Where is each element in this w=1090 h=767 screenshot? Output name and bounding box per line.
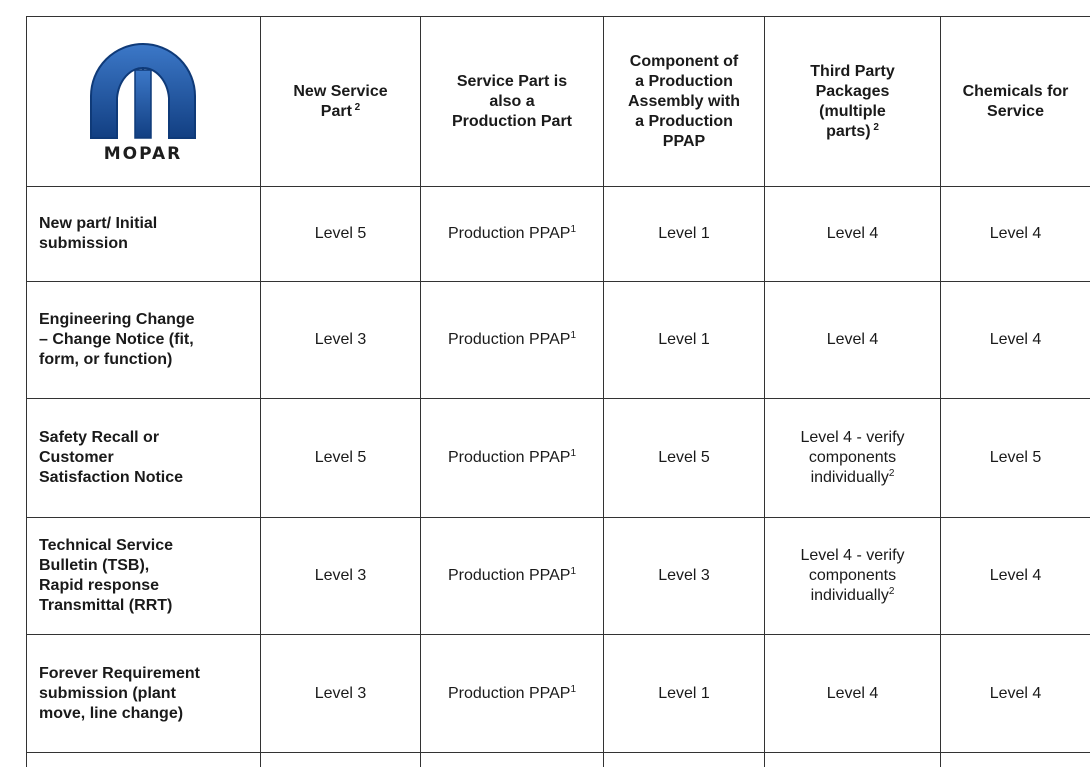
cell-text (990, 224, 1042, 244)
mopar-m-logo-icon (83, 38, 203, 140)
footnote-marker: 2 (888, 586, 895, 597)
cell-text-line: Level 3 (658, 567, 710, 584)
table-cell (261, 282, 420, 398)
table-cell (421, 399, 603, 517)
cell-text-line: Level 5 (314, 225, 367, 242)
cell-text (448, 566, 576, 586)
cell-text-line: Safety Recall or (39, 429, 160, 446)
table-cell (765, 399, 940, 517)
cell-text-line: Level 3 (314, 684, 367, 702)
footnote-marker: 1 (570, 224, 576, 235)
cell-text-line: Level 4 (989, 225, 1042, 242)
cell-text-line: move, line change) (39, 704, 184, 722)
cell-text (452, 72, 572, 132)
cell-text-line: individually (810, 469, 889, 486)
cell-text (990, 684, 1042, 704)
cell-text-line: Level 1 (658, 684, 710, 702)
cell-text-line: submission (39, 235, 128, 252)
cell-text-line: Level 4 (989, 567, 1042, 584)
footnote-marker: 2 (351, 101, 361, 113)
cell-text (990, 448, 1042, 468)
cell-text (448, 684, 576, 704)
cell-text-line: submission (plant (39, 684, 176, 702)
cell-text-line: Production PPAP (448, 331, 571, 348)
cell-text (800, 428, 904, 488)
footnote-marker: 2 (888, 468, 895, 479)
cell-text (990, 330, 1042, 350)
cell-text-line: Service (987, 102, 1044, 120)
cell-text-line: individually (810, 587, 889, 604)
footnote-marker: 2 (870, 121, 879, 133)
cell-text-line: Transmittal (RRT) (39, 597, 173, 614)
column-header (261, 17, 420, 186)
table-cell (261, 399, 420, 517)
table-cell (941, 518, 1090, 634)
table-cell (765, 635, 940, 752)
cell-text-line: Production PPAP (448, 449, 571, 466)
cell-text (39, 428, 183, 488)
table-cell (604, 399, 764, 517)
cell-text (39, 214, 157, 254)
table-cell (261, 518, 420, 634)
column-header (941, 17, 1090, 186)
cell-text-line: also a (489, 92, 535, 110)
cell-text (315, 448, 367, 468)
cell-text-line: a Production (635, 72, 733, 90)
cell-text (315, 684, 367, 704)
cell-text-line: Level 5 (658, 449, 710, 466)
cell-text (39, 536, 173, 616)
cell-text (658, 224, 710, 244)
cell-text-line: a Production (635, 112, 733, 130)
cell-text (448, 330, 576, 350)
cell-text-line: Production PPAP (448, 684, 571, 702)
row-header (27, 187, 260, 281)
cell-text-line: Service Part is (456, 72, 568, 90)
table-cell (604, 518, 764, 634)
table-cell (421, 187, 603, 281)
table-horizontal-rule (26, 752, 1090, 753)
table-cell (604, 187, 764, 281)
mopar-logo (27, 17, 259, 185)
cell-text-line: Level 4 - verify (800, 547, 905, 564)
cell-text (963, 82, 1069, 122)
cell-text-line: Level 1 (658, 225, 710, 242)
table-cell (421, 635, 603, 752)
cell-text-line: Rapid response (39, 577, 160, 594)
cell-text-line: Level 4 (989, 331, 1042, 348)
column-header (604, 17, 764, 186)
cell-text-line: Production PPAP (448, 567, 571, 584)
cell-text-line: Engineering Change (39, 311, 195, 328)
cell-text (315, 330, 367, 350)
cell-text-line: form, or function) (39, 351, 173, 368)
column-header (421, 17, 603, 186)
cell-text-line: Third Party (810, 62, 895, 80)
cell-text (810, 62, 894, 142)
cell-text-line: components (808, 567, 897, 584)
cell-text-line: Packages (815, 82, 890, 100)
footnote-marker: 1 (570, 448, 576, 459)
cell-text-line: components (808, 449, 897, 466)
table-cell (765, 282, 940, 398)
cell-text-line: (multiple (819, 102, 886, 120)
cell-text (827, 684, 879, 704)
cell-text-line: Level 4 (826, 684, 879, 702)
table-cell (941, 187, 1090, 281)
table-cell (604, 282, 764, 398)
cell-text (827, 330, 879, 350)
cell-text-line: Production PPAP (448, 225, 571, 242)
column-header (765, 17, 940, 186)
table-cell (941, 282, 1090, 398)
cell-text-line: Level 3 (314, 331, 367, 348)
cell-text-line: Level 4 (826, 331, 879, 348)
table-cell (765, 187, 940, 281)
cell-text (315, 224, 367, 244)
cell-text-line: Bulletin (TSB), (39, 557, 150, 574)
cell-text-line: Assembly with (627, 92, 741, 110)
row-header (27, 518, 260, 634)
cell-text-line: Level 4 - verify (800, 429, 905, 446)
cell-text-line: Satisfaction Notice (39, 469, 184, 486)
cell-text-line: parts) (826, 122, 871, 140)
cell-text-line: Production Part (451, 112, 572, 130)
cell-text (827, 224, 879, 244)
cell-text-line: Forever Requirement (39, 664, 200, 682)
cell-text-line: Level 4 (826, 225, 879, 242)
table-cell (421, 518, 603, 634)
cell-text (628, 52, 740, 152)
table-cell (421, 282, 603, 398)
cell-text-line: Level 5 (989, 449, 1042, 466)
cell-text (800, 546, 904, 606)
cell-text (658, 448, 710, 468)
cell-text (315, 566, 367, 586)
footnote-marker: 1 (570, 683, 576, 695)
footnote-marker: 1 (570, 566, 576, 577)
cell-text (658, 330, 710, 350)
cell-text-line: Level 1 (658, 331, 710, 348)
cell-text (990, 566, 1042, 586)
cell-text-line: Level 5 (314, 449, 367, 466)
footnote-marker: 1 (570, 330, 576, 341)
table-cell (765, 518, 940, 634)
cell-text-line: Level 3 (314, 567, 367, 584)
table-cell (261, 187, 420, 281)
cell-text-line: Part (320, 102, 352, 120)
cell-text-line: Technical Service (39, 537, 173, 554)
cell-text (39, 310, 195, 370)
cell-text-line: New part/ Initial (39, 215, 158, 232)
cell-text (448, 448, 576, 468)
table-cell (941, 635, 1090, 752)
mopar-wordmark: MOPAR (103, 144, 183, 164)
table-cell (261, 635, 420, 752)
table-cell (941, 399, 1090, 517)
cell-text (448, 224, 576, 244)
cell-text-line: Component of (629, 52, 739, 70)
cell-text-line: Level 4 (989, 684, 1042, 702)
cell-text-line: Chemicals for (962, 82, 1069, 100)
table-cell (604, 635, 764, 752)
cell-text (39, 664, 200, 724)
cell-text-line: – Change Notice (fit, (39, 331, 194, 348)
cell-text-line: Customer (39, 449, 114, 466)
cell-text-line: PPAP (662, 132, 706, 150)
row-header (27, 282, 260, 398)
cell-text (293, 82, 387, 122)
cell-text-line: New Service (293, 82, 388, 100)
row-header (27, 635, 260, 752)
cell-text (658, 566, 710, 586)
row-header (27, 399, 260, 517)
cell-text (658, 684, 710, 704)
